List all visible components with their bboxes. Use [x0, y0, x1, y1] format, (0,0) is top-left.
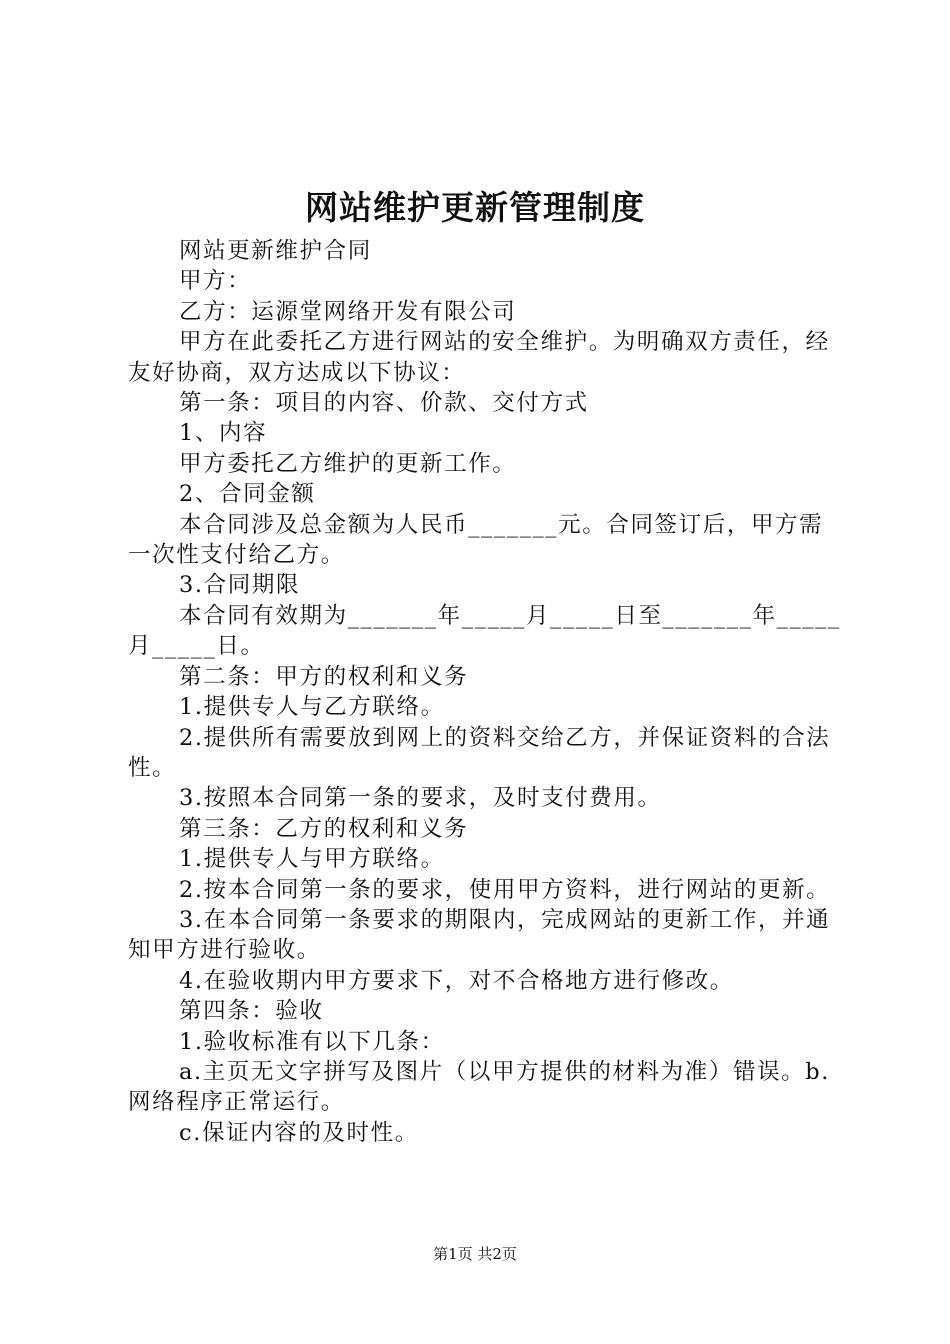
heading-article-2: 第二条：甲方的权利和义务 [179, 663, 469, 690]
paragraph-b-duty-4: 4.在验收期内甲方要求下，对不合格地方进行修改。 [179, 967, 734, 994]
paragraph-b-duty-3: 3.在本合同第一条要求的期限内，完成网站的更新工作，并通知甲方进行验收。 [128, 906, 831, 964]
heading-article-3: 第三条：乙方的权利和义务 [179, 815, 469, 842]
paragraph-term-detail: 本合同有效期为_______年_____月_____日至_______年_____月_____日。 [128, 602, 841, 660]
heading-article-1: 第一条：项目的内容、价款、交付方式 [179, 390, 589, 417]
paragraph-item-content: 1、内容 [179, 420, 268, 447]
document-title: 网站维护更新管理制度 [305, 188, 645, 227]
paragraph-a-duty-2: 2.提供所有需要放到网上的资料交给乙方，并保证资料的合法性。 [128, 724, 831, 781]
page-footer: 第1页 共2页 [433, 1245, 517, 1263]
paragraph-b-duty-1: 1.提供专人与甲方联络。 [179, 846, 445, 873]
paragraph-amount-detail: 本合同涉及总金额为人民币_______元。合同签订后，甲方需一次性支付给乙方。 [128, 511, 824, 569]
paragraph-acceptance-intro: 1.验收标准有以下几条： [179, 1028, 445, 1055]
paragraph-b-duty-2: 2.按本合同第一条的要求，使用甲方资料，进行网站的更新。 [179, 876, 831, 903]
paragraph-acceptance-c: c.保证内容的及时性。 [179, 1119, 419, 1146]
paragraph-content-detail: 甲方委托乙方维护的更新工作。 [179, 450, 517, 477]
paragraph-item-amount: 2、合同金额 [179, 481, 316, 508]
paragraph-acceptance-ab: a.主页无文字拼写及图片（以甲方提供的材料为准）错误。b.网络程序正常运行。 [128, 1058, 831, 1116]
paragraph-a-duty-3: 3.按照本合同第一条的要求，及时支付费用。 [179, 785, 662, 812]
paragraph-party-a: 甲方： [179, 268, 252, 295]
paragraph-intro: 甲方在此委托乙方进行网站的安全维护。为明确双方责任，经友好协商，双方达成以下协议： [128, 329, 830, 386]
paragraph-a-duty-1: 1.提供专人与乙方联络。 [179, 694, 445, 721]
paragraph-party-b: 乙方：运源堂网络开发有限公司 [179, 298, 517, 325]
paragraph-item-term: 3.合同期限 [179, 572, 301, 599]
document-body [128, 236, 843, 1148]
paragraph-contract-name: 网站更新维护合同 [179, 238, 372, 264]
heading-article-4: 第四条：验收 [179, 998, 324, 1025]
